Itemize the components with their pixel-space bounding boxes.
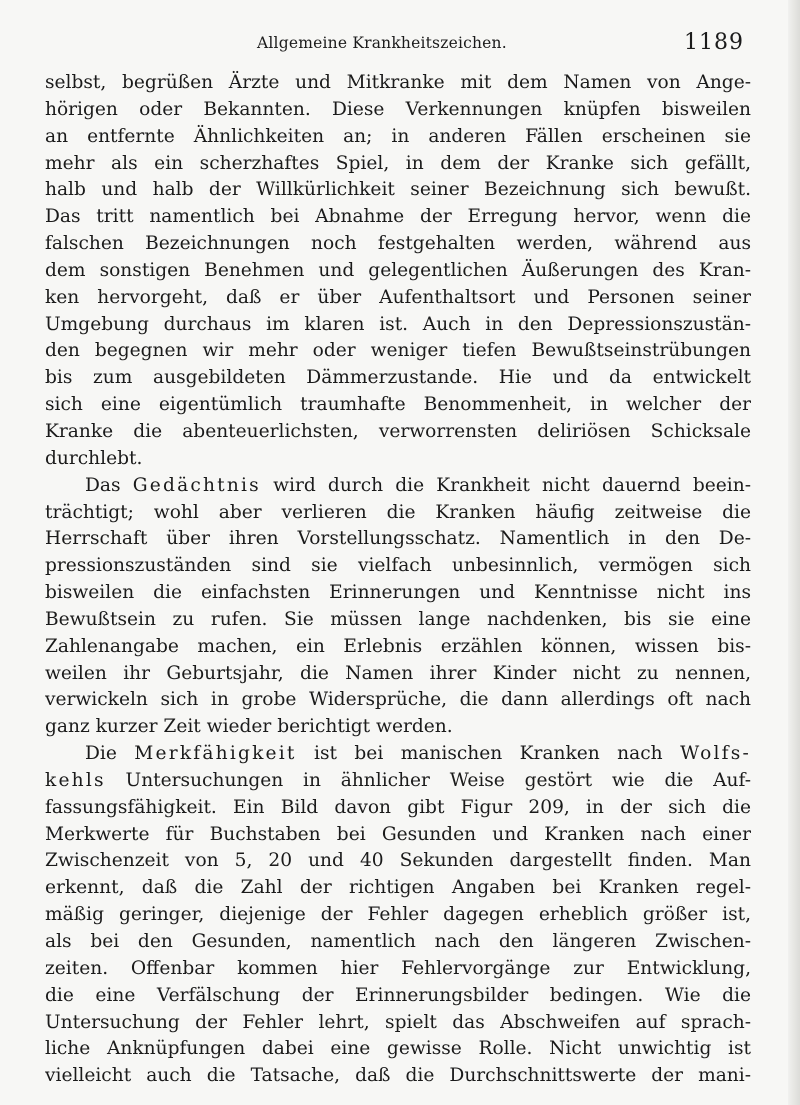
text-line: Untersuchung der Fehler lehrt, spielt das Abschweifen auf sprach- [45,1011,751,1033]
text-line: ken hervorgeht, daß er über Aufenthaltsort und Personen seiner [45,286,751,308]
spaced-term: Gedächtnis [132,474,261,496]
text-line: Das tritt namentlich bei Abnahme der Erregung hervor, wenn die [45,206,751,228]
text-line: Bewußtsein zu rufen. Sie müssen lange nachdenken, bis sie eine [45,608,751,630]
text-line: Umgebung durchaus im klaren ist. Auch in den Depressionszustän- [45,313,751,335]
paragraph-3 [45,741,751,1090]
paragraph-1 [45,70,751,473]
text-line [45,473,751,500]
text-line: fassungsfähigkeit. Ein Bild davon gibt Figur 209, in der sich die [45,796,751,818]
paragraph-2 [45,473,751,741]
page-edge-shadow [788,0,800,1105]
text-line: weilen ihr Geburtsjahr, die Namen ihrer Kinder nicht zu nennen, [45,662,751,684]
line-rest: Untersuchungen in ähnlicher Weise gestört wie die Auf- [125,769,751,791]
text-line: mehr als ein scherzhaftes Spiel, in dem der Kranke sich gefällt, [45,152,751,174]
line-rest: wird durch die Krankheit nicht dauernd beein- [273,474,751,496]
spaced-term: Merkfähigkeit [134,743,297,765]
text-line: dem sonstigen Benehmen und gelegentlichen Äußerungen des Kran- [45,259,751,281]
text-line: an entfernte Ähnlichkeiten an; in anderen Fällen erscheinen sie [45,125,751,147]
text-line: den begegnen wir mehr oder weniger tiefen Bewußtseinstrübungen [45,340,751,362]
text-line: die eine Verfälschung der Erinnerungsbilder bedingen. Wie die [45,984,751,1006]
text-line: hörigen oder Bekannten. Diese Verkennungen knüpfen bisweilen [45,98,751,120]
author-name: kehls [45,769,106,791]
author-name: Wolfs- [680,743,751,765]
text-line: Merkwerte für Buchstaben bei Gesunden und Kranken nach einer [45,823,751,845]
text-line: selbst, begrüßen Ärzte und Mitkranke mit dem Namen von Ange- [45,72,751,93]
page-number: 1189 [684,30,744,55]
text-line: falschen Bezeichnungen noch festgehalten werden, während aus [45,233,751,255]
text-line [45,741,751,768]
word: Die [85,743,117,765]
text-line: halb und halb der Willkürlichkeit seiner Bezeichnung sich bewußt. [45,179,751,201]
line-mid: ist bei manischen Kranken nach [314,743,663,765]
text-line: mäßig geringer, diejenige der Fehler dagegen erheblich größer ist, [45,904,751,926]
text-line: bis zum ausgebildeten Dämmerzustande. Hie und da entwickelt [45,367,751,389]
text-line: durchlebt. [45,447,143,469]
text-line: vielleicht auch die Tatsache, daß die Durchschnittswerte der mani- [45,1065,751,1087]
text-line: Zahlenangabe machen, ein Erlebnis erzählen können, wissen bis- [45,635,751,657]
text-line: pressionszuständen sind sie vielfach unbesinnlich, vermögen sich [45,555,751,577]
word: Das [85,474,121,496]
text-line: Zwischenzeit von 5, 20 und 40 Sekunden dargestellt finden. Man [45,850,751,872]
text-line: Kranke die abenteuerlichsten, verworrensten deliriösen Schicksale [45,420,751,442]
text-line: verwickeln sich in grobe Widersprüche, die dann allerdings oft nach [45,689,751,711]
text-line: ganz kurzer Zeit wieder berichtigt werden. [45,716,453,738]
text-line: sich eine eigentümlich traumhafte Benommenheit, in welcher der [45,394,751,416]
running-title: Allgemeine Krankheitszeichen. [257,34,507,52]
text-line: zeiten. Offenbar kommen hier Fehlervorgänge zur Entwicklung, [45,957,751,979]
text-line: Herrschaft über ihren Vorstellungsschatz. Namentlich in den De- [45,528,751,550]
text-line: liche Anknüpfungen dabei eine gewisse Rolle. Nicht unwichtig ist [45,1038,751,1060]
text-line: erkennt, daß die Zahl der richtigen Angaben bei Kranken regel- [45,877,751,899]
text-line [45,768,751,795]
running-head [0,30,800,58]
body-text [45,70,751,1090]
text-line: als bei den Gesunden, namentlich nach den längeren Zwischen- [45,931,751,952]
text-line: bisweilen die einfachsten Erinnerungen und Kenntnisse nicht ins [45,582,751,604]
text-line: trächtigt; wohl aber verlieren die Kranken häufig zeitweise die [45,501,751,523]
